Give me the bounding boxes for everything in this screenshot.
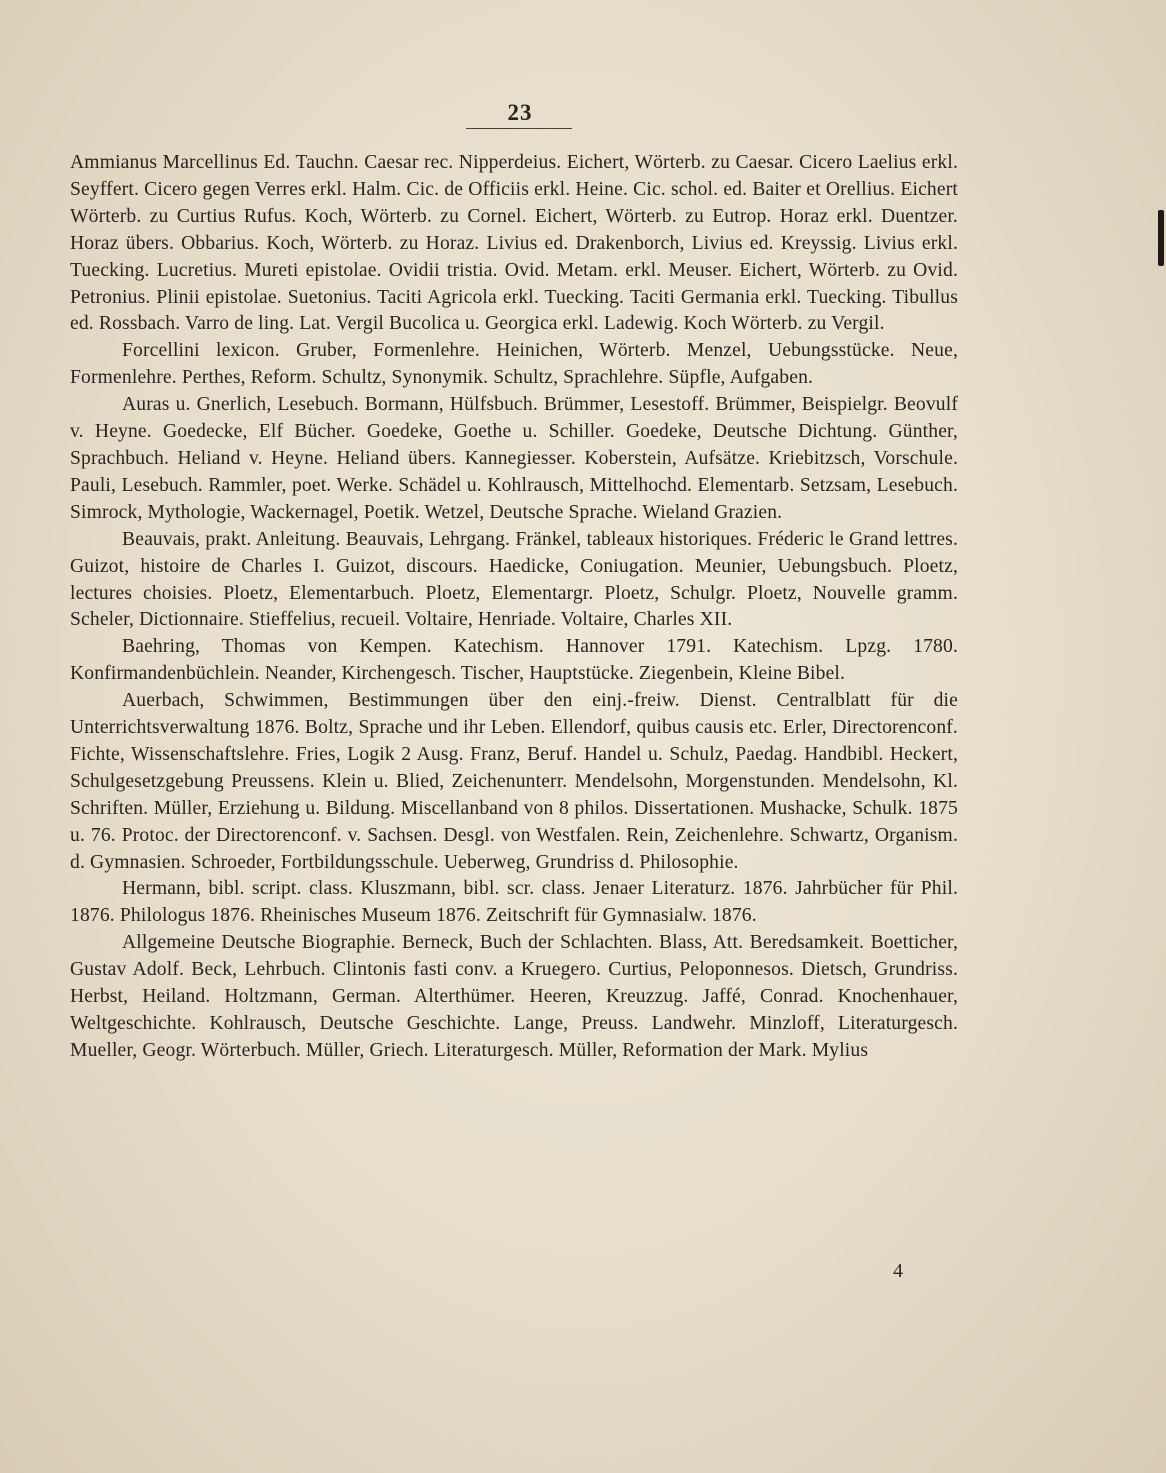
signature-mark: 4 xyxy=(893,1260,903,1282)
page-edge-mark xyxy=(1158,210,1164,266)
paragraph-history: Allgemeine Deutsche Biographie. Berneck, Buch der Schlachten. Blass, Att. Beredsamkeit. Boetticher, Gustav Adolf. Beck, Lehrbuch. Clintonis fasti conv. a Kruegero. Curtius, Peloponnesos. Dietsch, Grundriss. Herbst, Heiland. Holtzmann, German. Alterthümer. Heeren, Kreuzzug. Jaffé, Conrad. Knochenhauer, Weltgeschichte. Kohlrausch, Deutsche Geschichte. Lange, Preuss. Landwehr. Minzloff, Literaturgesch. Mueller, Geogr. Wörterbuch. Müller, Griech. Literaturgesch. Müller, Reformation der Mark. Mylius xyxy=(70,932,958,1061)
paragraph-religion: Baehring, Thomas von Kempen. Katechism. Hannover 1791. Katechism. Lpzg. 1780. Konfirmandenbüchlein. Neander, Kirchengesch. Tischer, Hauptstücke. Ziegenbein, Kleine Bibel. xyxy=(70,636,958,685)
paragraph-pedagogy: Auerbach, Schwimmen, Bestimmungen über den einj.-freiw. Dienst. Centralblatt für die Unterrichtsverwaltung 1876. Boltz, Sprache und ihr Leben. Ellendorf, quibus causis etc. Erler, Directorenconf. Fichte, Wissenschaftslehre. Fries, Logik 2 Ausg. Franz, Beruf. Handel u. Schulz, Paedag. Handbibl. Heckert, Schulgesetzgebung Preussens. Klein u. Blied, Zeichenunterr. Mendelsohn, Morgenstunden. Mendelsohn, Kl. Schriften. Müller, Erziehung u. Bildung. Miscellanband von 8 philos. Dissertationen. Mushacke, Schulk. 1875 u. 76. Protoc. der Directorenconf. v. Sachsen. Desgl. von Westfalen. Rein, Zeichenlehre. Schwartz, Organism. d. Gymnasien. Schroeder, Fortbildungsschule. Ueberweg, Grundriss d. Philosophie. xyxy=(70,690,958,873)
paragraph-german: Auras u. Gnerlich, Lesebuch. Bormann, Hülfsbuch. Brümmer, Lesestoff. Brümmer, Beispielgr. Beovulf v. Heyne. Goedecke, Elf Bücher. Goedeke, Goethe u. Schiller. Goedeke, Deutsche Dichtung. Günther, Sprachbuch. Heliand v. Heyne. Heliand übers. Kannegiesser. Koberstein, Aufsätze. Kriebitzsch, Vorschule. Pauli, Lesebuch. Rammler, poet. Werke. Schädel u. Kohlrausch, Mittelhochd. Elementarb. Setzsam, Lesebuch. Simrock, Mythologie, Wackernagel, Poetik. Wetzel, Deutsche Sprache. Wieland Grazien. xyxy=(70,394,958,523)
paragraph-latin-authors: Ammianus Marcellinus Ed. Tauchn. Caesar rec. Nipperdeius. Eichert, Wörterb. zu Caesar. Cicero Laelius erkl. Seyffert. Cicero gegen Verres erkl. Halm. Cic. de Officiis erkl. Heine. Cic. schol. ed. Baiter et Orellius. Eichert Wörterb. zu Curtius Rufus. Koch, Wörterb. zu Cornel. Eichert, Wörterb. zu Eutrop. Horaz erkl. Duentzer. Horaz übers. Obbarius. Koch, Wörterb. zu Horaz. Livius ed. Drakenborch, Livius ed. Kreyssig. Livius erkl. Tuecking. Lucretius. Mureti epistolae. Ovidii tristia. Ovid. Metam. erkl. Meuser. Eichert, Wörterb. zu Ovid. Petronius. Plinii epistolae. Suetonius. Taciti Agricola erkl. Tuecking. Taciti Germania erkl. Tuecking. Tibullus ed. Rossbach. Varro de ling. Lat. Vergil Bucolica u. Georgica erkl. Ladewig. Koch Wörterb. zu Vergil. xyxy=(70,152,958,335)
paragraph-french: Beauvais, prakt. Anleitung. Beauvais, Lehrgang. Fränkel, tableaux historiques. Fréderic le Grand lettres. Guizot, histoire de Charles I. Guizot, discours. Haedicke, Coniugation. Meunier, Uebungsbuch. Ploetz, lectures choisies. Ploetz, Elementarbuch. Ploetz, Elementargr. Ploetz, Schulgr. Ploetz, Nouvelle gramm. Scheler, Dictionnaire. Stieffelius, recueil. Voltaire, Henriade. Voltaire, Charles XII. xyxy=(70,528,958,631)
header-rule xyxy=(466,128,572,129)
page-number: 23 xyxy=(507,100,533,125)
book-list-text xyxy=(70,150,958,1065)
paragraph-periodicals: Hermann, bibl. script. class. Kluszmann, bibl. scr. class. Jenaer Literaturz. 1876. Jahrbücher für Phil. 1876. Philologus 1876. Rheinisches Museum 1876. Zeitschrift für Gymnasialw. 1876. xyxy=(70,878,958,927)
paragraph-latin-grammar: Forcellini lexicon. Gruber, Formenlehre. Heinichen, Wörterb. Menzel, Uebungsstücke. Neue, Formenlehre. Perthes, Reform. Schultz, Synonymik. Schultz, Sprachlehre. Süpfle, Aufgaben. xyxy=(70,340,958,389)
